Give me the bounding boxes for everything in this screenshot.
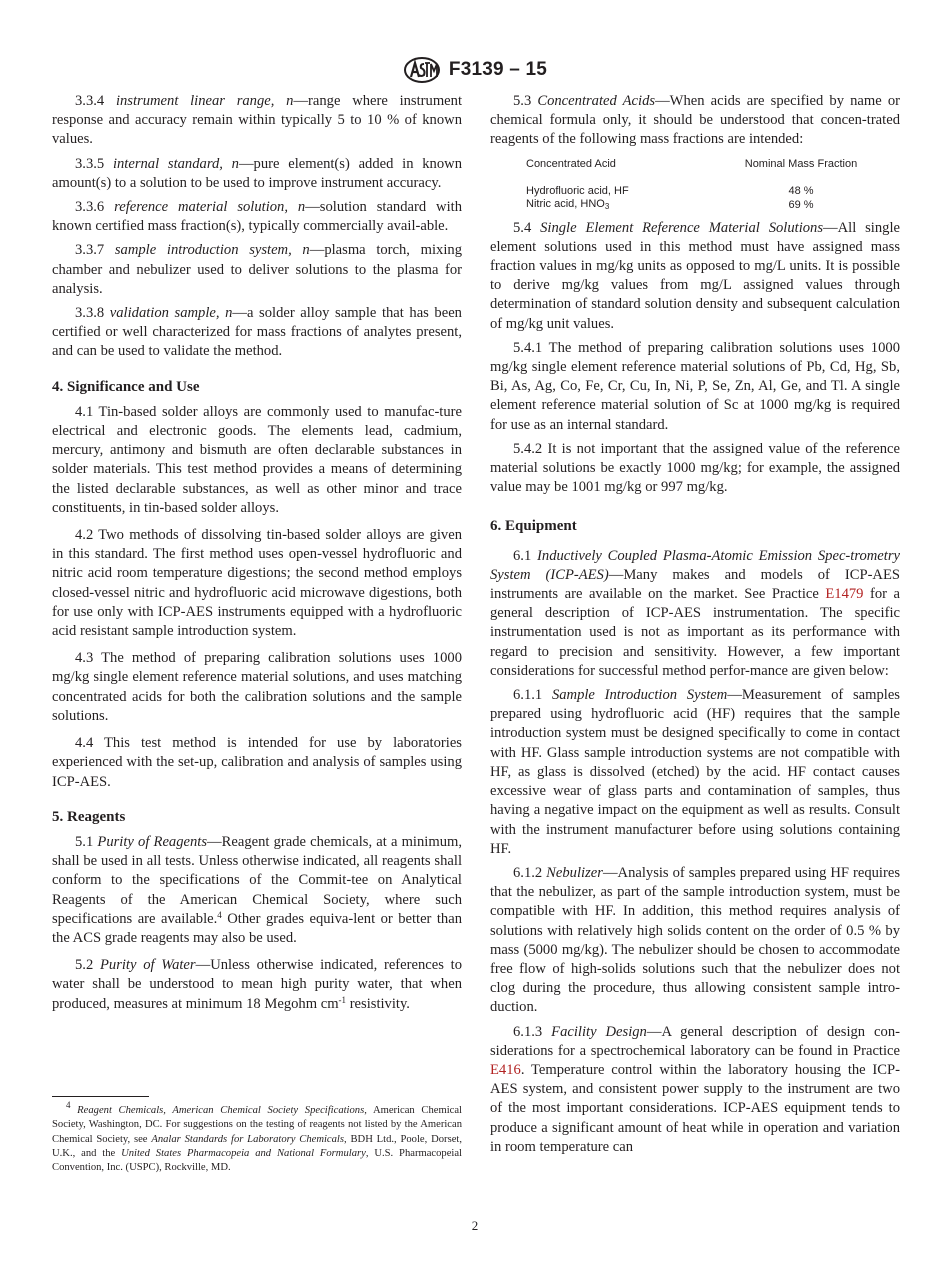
definition-3-3-4: 3.3.4 instrument linear range, n—range where instrument response and accuracy remain within typically 5 to 10 % of known values. (52, 93, 463, 148)
document-id: F3139 – 15 (448, 59, 548, 80)
paragraph-5-4-2: 5.4.2 It is not important that the assigned value of the reference material solutions be exactly 1000 mg/kg; for example, the assigned value may be 1001 mg/kg or 997 mg/kg. (490, 440, 900, 496)
table-row: Nitric acid, $HNO_3$ 69 % (526, 197, 814, 211)
definition-3-3-6: 3.3.6 reference material solution, n—solution standard with known certified mass fraction(s), typically commercially avail-able. (52, 199, 462, 235)
left-column (52, 92, 462, 1019)
astm-logo-icon (403, 57, 441, 83)
paragraph-6-1-2: 6.1.2 Nebulizer—Analysis of samples prepared using HF requires that the nebulizer, as part of the sample introduction system, must be compatible with HF. In addition, this method requires analysis of solutions with relatively high solids content on the order of 0.5 % by mass (5000 mg/kg). The nebulizer should be chosen to accommodate free flow of high-solids solutions such that the nebulizer does not clog during the procedure, thus allowing consistent sample intro-duction. (490, 864, 900, 1016)
footnote-4: $^4$ Reagent Chemicals, American Chemical Society Specifications, American Chemical Society, Washington, DC. For suggestions on the testing of reagents not listed by the American Chemical Society, see Analar Standards for Laboratory Chemicals, BDH Ltd., Poole, Dorset, U.K., and the United States Pharmacopeia and National Formulary, U.S. Pharmacopeial Convention, Inc. (USPC), Rockville, MD. (52, 1100, 462, 1174)
definition-3-3-7: 3.3.7 sample introduction system, n—plasma torch, mixing chamber and nebulizer used to deliver solutions to the plasma for analysis. (52, 242, 462, 297)
table-header-mass-fraction: Nominal Mass Fraction (744, 157, 858, 170)
table-row: Hydrofluoric acid, HF 48 % (526, 184, 814, 197)
paragraph-5-1: 5.1 Purity of Reagents—Reagent grade chemicals, at a minimum, shall be used in all tests. Unless otherwise indicated, all reagents shall conform to the specifications of the Commit-tee on Analytical Reagents of the American Chemical Society, where such specifications are available.$^4$ Other grades equiva-lent or better than the ACS grade reagents may also be used. (52, 833, 463, 946)
paragraph-4-1: 4.1 Tin-based solder alloys are commonly used to manufac-ture electrical and electronic goods. The elements lead, cadmium, mercury, antimony and bismuth are often declarable substances in solder materials. This test method provides a means of determining the listed declarable substances, as well as other minor and trace constituents, in tin-based solder alloys. (52, 403, 462, 516)
section-heading-5: 5. Reagents (52, 808, 126, 825)
footnote-ref[interactable]: 4 (217, 909, 222, 920)
page-number: 2 (471, 1218, 479, 1233)
paragraph-5-2: 5.2 Purity of Water—Unless otherwise indicated, references to water shall be understood to mean high purity water, that when produced, measures at minimum 18 Megohm $cm^{-1}$ resistivity. (52, 957, 462, 1012)
definition-3-3-8: 3.3.8 validation sample, n—a solder alloy sample that has been certified or well characterized for mass fractions of analytes present, and can be used to validate the method. (52, 305, 462, 360)
link-e1479[interactable]: E1479 (825, 586, 864, 603)
link-e416[interactable]: E416 (490, 1061, 521, 1078)
paragraph-4-2: 4.2 Two methods of dissolving tin-based solder alloys are given in this standard. The first method uses open-vessel hydrofluoric and nitric acid room temperature digestions; the second method employs closed-vessel nitric and hydrofluoric acid microwave digestions, both for use only with ICP-AES instruments equipped with a hydrofluoric acid resistant sample introduction system. (52, 527, 462, 640)
paragraph-4-3: 4.3 The method of preparing calibration solutions uses 1000 mg/kg single element reference material solutions, and uses matching concentrated acids for both the calibration solutions and the sample solutions. (52, 650, 462, 724)
paragraph-5-4: 5.4 Single Element Reference Material Solutions—All single element solutions used in this method must have assigned mass fraction values in mg/kg units as opposed to mg/L units. It is possible to derive mg/kg values from mg/L assigned values through determination of standard solution density and subsequent calculation of mg/kg unit values. (490, 219, 900, 332)
section-heading-4: 4. Significance and Use (52, 378, 200, 395)
right-column (490, 92, 900, 1162)
paragraph-4-4: 4.4 This test method is intended for use by laboratories experienced with the set-up, calibration and analysis of samples using ICP-AES. (52, 735, 462, 790)
paragraph-6-1-1: 6.1.1 Sample Introduction System—Measurement of samples prepared using hydrofluoric acid (HF) requires that the sample introduction system must be designed specifically to come in contact with HF. Glass sample introduction systems are not compatible with HF, as glass is dissolved (etched) by the acid. HF contact causes excessive wear of glass parts and contamination of samples, thus having a negative impact on the equipment as well as results. Consult with the instrument manufacturer before using solutions containing HF. (490, 687, 900, 857)
paragraph-6-1: 6.1 Inductively Coupled Plasma-Atomic Emission Spec-trometry System (ICP-AES)—Many makes and models of ICP-AES instruments are available on the market. See Practice E1479 for a general description of ICP-AES instrumentation. The specific instrumentation used is not as important as its performance with regard to precision and sensitivity. However, a few important considerations for successful method perfor-mance are given below: (490, 547, 900, 679)
paragraph-5-3: 5.3 Concentrated Acids—When acids are specified by name or chemical formula only, it should be understood that concen-trated reagents of the following mass fractions are intended: (490, 93, 900, 148)
footnote-divider (52, 1096, 149, 1097)
paragraph-6-1-3: 6.1.3 Facility Design—A general description of design con-siderations for a spectrochemical laboratory can be found in Practice E416. Temperature control within the laboratory housing the ICP-AES system, and consistent power supply to the instrument are two of the most important considerations. ICP-AES equipment tends to produce a significant amount of heat while in operation and variation in room temperature can (490, 1023, 900, 1155)
section-heading-6: 6. Equipment (490, 518, 577, 535)
page-header (0, 55, 950, 85)
definition-3-3-5: 3.3.5 internal standard, n—pure element(s) added in known amount(s) to a solution to be used to improve instrument accuracy. (52, 155, 462, 191)
table-header-acid: Concentrated Acid (526, 157, 616, 170)
concentrated-acids-table (526, 158, 866, 213)
paragraph-5-4-1: 5.4.1 The method of preparing calibration solutions uses 1000 mg/kg single element reference material solutions of Pb, Cd, Hg, Sb, Bi, As, Ag, Co, Fe, Cr, Cu, In, Ni, P, Se, Zn, Al, Ge, and Tl. A single element reference material solution of Sc at 1000 mg/kg is required for use as an internal standard. (490, 339, 900, 433)
